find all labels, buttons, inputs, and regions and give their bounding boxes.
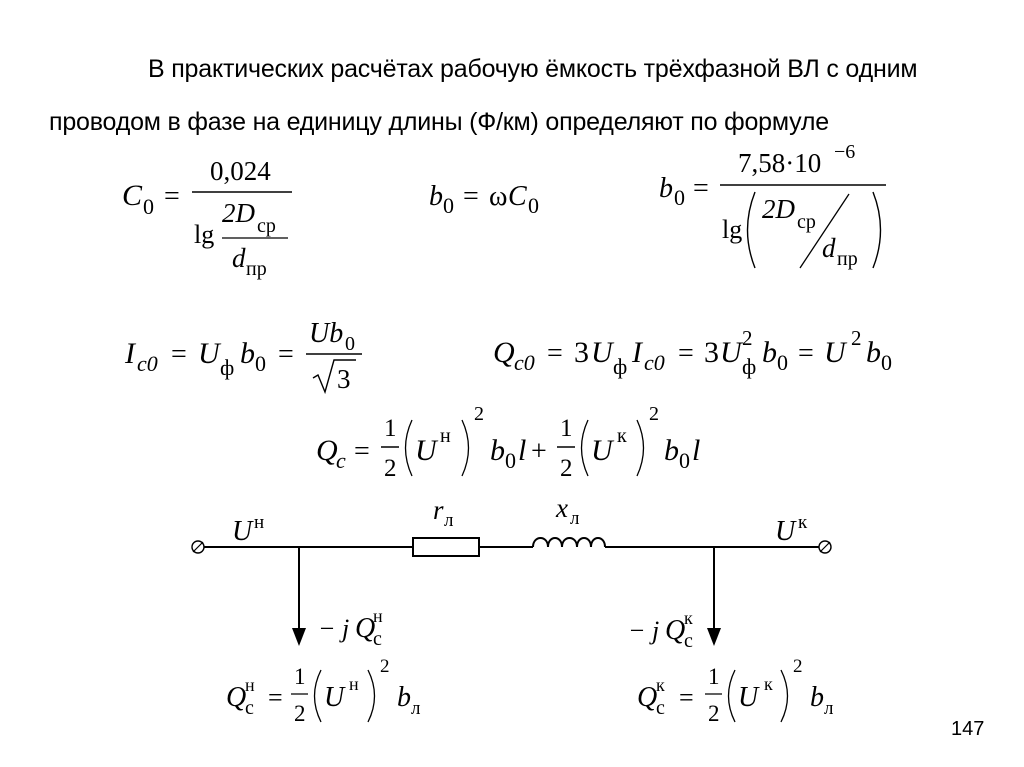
qc0-u2-sup: 2 [742,326,753,350]
qk-b: b [810,682,824,713]
q-end-sup: к [684,608,693,628]
paragraph-line-2: проводом в фазе на единицу длины (Ф/км) определяют по формуле [49,108,829,136]
qc0-sub: c0 [514,350,535,375]
qc0-eq2: = [678,338,694,369]
b0f-right-paren [873,192,881,268]
qc0-q: Q [493,336,515,369]
qk-eq: = [679,683,694,712]
qc0-i-sub: c0 [644,350,665,375]
qc-sub: c [336,448,346,473]
qc-one-2: 1 [560,415,573,442]
qk-two: 2 [708,701,720,726]
b0f-sub-cp: ср [797,211,816,233]
q-start-sup: н [373,606,383,626]
formula-qn [226,656,421,726]
qc-rparen-2 [637,420,644,476]
qk-sup: к [656,675,665,695]
x-label: x [556,493,568,523]
qc-eq: = [354,436,370,467]
qn-sq: 2 [380,656,390,677]
b0f-sub-pr: пр [837,248,858,270]
u-start-sup: н [254,512,265,533]
qc-b-sub-2: 0 [679,448,690,473]
c0-d: d [232,243,246,273]
qc-b-1: b [490,434,505,467]
ic0-sub: c0 [137,351,158,376]
b0s-sub: 0 [443,193,454,218]
qc-sq-1: 2 [474,403,484,425]
qc0-u2: U [720,336,742,369]
qc-lparen-1 [406,420,413,476]
q-start-prefix: − j [318,614,350,643]
qc0-three2: 3 [704,336,719,369]
ic0-sub-f: ф [220,355,235,380]
b0f-exponent: −6 [834,141,856,163]
c0-sub-cp: ср [257,215,276,237]
b0f-b: b [659,173,673,204]
qk-sq: 2 [793,656,803,677]
qn-two: 2 [294,701,306,726]
qc-sup-k: к [617,425,627,447]
qk-usup: к [764,674,773,694]
b0f-d: d [822,233,836,263]
qn-b: b [397,682,411,713]
circuit-diagram [192,493,831,652]
qc-two-2: 2 [560,455,573,482]
qc0-b1-sub: 0 [777,350,788,375]
qn-u: U [324,682,345,713]
qc-l-1: l [518,434,527,467]
qk-rparen [781,670,788,722]
ic0-num: Ub [309,318,344,349]
qc-two-1: 2 [384,455,397,482]
qc0-b2-sub: 0 [881,350,892,375]
x-sub: л [570,508,580,529]
qc0-b2: b [866,336,881,369]
qc0-eq1: = [547,338,563,369]
qc-b-sub-1: 0 [505,448,516,473]
qn-one: 1 [294,664,306,689]
formula-qk [637,656,834,726]
b0f-2d: 2D [762,194,795,224]
qc0-u1-sub: ф [613,354,628,379]
qc0-u2-sub: ф [742,354,757,379]
ic0-num-sub: 0 [345,333,355,355]
qc-u-1: U [415,434,437,467]
ic0-sqrt3: 3 [337,364,351,394]
qn-lparen [315,670,322,722]
qc-b-2: b [664,434,679,467]
q-end-prefix: − j [628,616,660,645]
qc-lparen-2 [582,420,589,476]
formula-b0-simple [429,181,539,218]
qc0-b1: b [762,336,777,369]
ic0-b: b [240,337,255,370]
qn-bsub: л [411,698,421,719]
qn-eq: = [268,683,283,712]
page-number: 147 [951,718,985,740]
b0f-sub: 0 [674,185,685,210]
qk-u: U [738,682,759,713]
qn-usup: н [349,674,359,694]
terminal-start [192,541,204,553]
shunt-arrow-start [292,628,306,646]
b0s-omega: ω [489,181,508,212]
u-end-sup: к [798,512,808,533]
qc-rparen-1 [462,420,469,476]
formula-ic0 [124,318,362,394]
qk-q: Q [637,682,658,713]
b0s-c: C [508,181,527,212]
qc-u-2: U [591,434,613,467]
q-end-q: Q [665,615,686,646]
ic0-eq1: = [171,339,187,370]
c0-equals: = [164,181,180,212]
qk-sub: с [656,697,665,719]
qk-lparen [729,670,736,722]
ic0-i: I [125,337,135,370]
r-sub: л [444,510,454,531]
qc0-three1: 3 [574,336,589,369]
qc-plus: + [531,436,547,467]
u-end-label: U [775,516,796,547]
qn-sub: с [245,697,254,719]
formula-qc0 [493,326,892,379]
ic0-u: U [198,337,220,370]
c0-lhs: C [122,179,143,212]
qk-one: 1 [708,664,720,689]
formula-qc [316,403,700,482]
inductor-coil [533,538,605,547]
qc0-u1: U [591,336,613,369]
resistor [413,538,479,556]
b0f-equals: = [693,173,709,204]
qc-sq-2: 2 [649,403,659,425]
qn-rparen [368,670,375,722]
b0f-numerator: 7,58·10 [738,148,822,178]
c0-lg: lg [194,220,215,249]
qc-l-2: l [692,434,701,467]
terminal-end [819,541,831,553]
qn-sup: н [245,675,255,695]
qc-sup-n: н [440,425,451,447]
b0f-left-paren [748,192,756,268]
qk-bsub: л [824,698,834,719]
qc0-u3: U [824,336,846,369]
shunt-arrow-end [707,628,721,646]
c0-2d: 2D [222,198,255,228]
qc-one-1: 1 [384,415,397,442]
qc-q: Q [316,434,338,467]
c0-lhs-sub: 0 [143,194,154,219]
qc0-eq3: = [798,338,814,369]
b0s-b: b [429,181,443,212]
c0-numerator: 0,024 [210,156,271,186]
paragraph-line-1: В практических расчётах рабочую ёмкость трёхфазной ВЛ с одним [148,55,918,83]
qc0-i: I [632,336,642,369]
qn-q: Q [226,682,247,713]
c0-sub-pr: пр [246,258,267,280]
formula-c0 [122,156,292,280]
ic0-b-sub: 0 [255,351,266,376]
q-end-sub: с [684,630,693,652]
r-label: r [433,495,444,525]
u-start-label: U [232,516,253,547]
q-start-q: Q [355,613,376,644]
b0s-equals: = [463,181,479,212]
b0f-lg: lg [722,215,743,244]
q-start-sub: с [373,628,382,650]
formula-b0-fraction [659,141,886,270]
qc0-u3-sup: 2 [851,326,862,350]
b0s-sub2: 0 [528,193,539,218]
ic0-eq2: = [278,339,294,370]
